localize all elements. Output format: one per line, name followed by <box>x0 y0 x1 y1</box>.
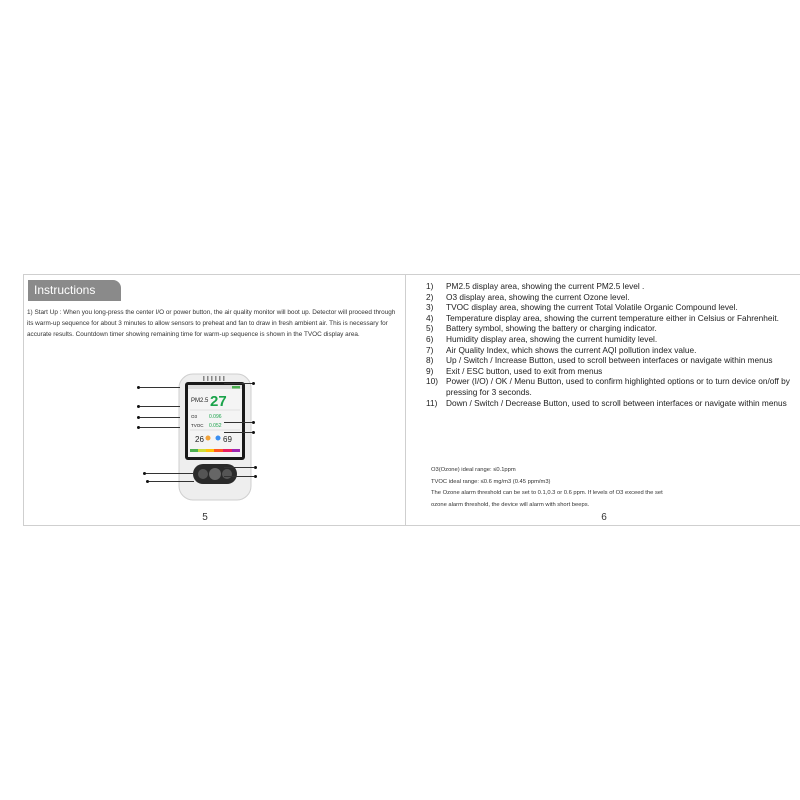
list-item <box>426 313 796 324</box>
alarm-note-line-1: The Ozone alarm threshold can be set to 0.1,0.3 or 0.6 ppm. If levels of O3 exceed the set <box>431 490 663 496</box>
callout-line-7 <box>224 432 252 433</box>
callout-line-6 <box>224 422 252 423</box>
callout-line-9 <box>149 481 194 482</box>
down-button <box>222 469 232 479</box>
tvoc-range-note: TVOC ideal range: ≤0.6 mg/m3 (0.45 ppm/m3) <box>431 478 551 485</box>
tvoc-label: TVOC <box>191 423 204 428</box>
list-item-number: 5) <box>426 323 434 334</box>
power-button <box>209 468 221 480</box>
callout-line-10 <box>224 467 254 468</box>
callout-dot-6 <box>252 421 255 424</box>
list-item-number: 9) <box>426 365 434 376</box>
battery-icon <box>232 386 240 389</box>
list-item-number: 8) <box>426 355 434 366</box>
callout-dot-9 <box>146 480 149 483</box>
list-item-text: PM2.5 display area, showing the current PM2.5 level . <box>446 281 645 291</box>
o3-label: O3 <box>191 414 198 419</box>
o3-range-note: O3(Ozone) ideal range: ≤0.1ppm <box>431 467 516 473</box>
page-number-left: 5 <box>202 512 208 523</box>
list-item <box>426 302 796 313</box>
manual-page-right <box>405 275 800 525</box>
list-item-number: 10) <box>426 376 438 387</box>
callout-dot-2 <box>137 405 140 408</box>
page-number-right: 6 <box>601 512 607 523</box>
callout-dot-3 <box>137 416 140 419</box>
list-item-text: Humidity display area, showing the current humidity level. <box>446 333 658 344</box>
instructions-tab: Instructions <box>28 280 121 301</box>
list-item <box>426 345 796 356</box>
callout-line-5 <box>224 383 252 384</box>
list-item-number: 7) <box>426 344 434 355</box>
list-item <box>426 292 796 303</box>
list-item-text: Power (I/O) / OK / Menu Button, used to confirm highlighted options or to turn device on/off by pressing for 3 seconds. <box>446 376 790 397</box>
list-item <box>426 366 796 377</box>
thermometer-icon <box>206 436 211 441</box>
list-item-text: Battery symbol, showing the battery or charging indicator. <box>446 323 657 334</box>
temperature-value: 26 <box>195 435 204 444</box>
list-item-text: Exit / ESC button, used to exit from menus <box>446 365 603 376</box>
callout-line-11 <box>224 476 254 477</box>
manual-page-left <box>24 275 405 525</box>
humidity-icon <box>216 436 221 441</box>
callout-line-8 <box>146 473 194 474</box>
list-item-number: 1) <box>426 281 434 291</box>
component-list <box>426 281 796 408</box>
callout-dot-7 <box>252 431 255 434</box>
list-item-number: 4) <box>426 312 434 323</box>
list-item-text: Temperature display area, showing the current temperature either in Celsius or Fahrenheit. <box>446 312 779 323</box>
list-item <box>426 334 796 345</box>
callout-dot-8 <box>143 472 146 475</box>
list-item-text: Down / Switch / Decrease Button, used to scroll between interfaces or navigate within menus <box>446 397 787 408</box>
pm-value: 27 <box>210 393 227 410</box>
list-item-number: 11) <box>426 397 438 408</box>
air-quality-monitor-illustration <box>171 372 259 502</box>
list-item <box>426 355 796 366</box>
callout-dot-4 <box>137 426 140 429</box>
o3-value: 0.096 <box>209 414 222 420</box>
alarm-note-line-2: ozone alarm threshold, the device will alarm with short beeps. <box>431 501 590 508</box>
callout-line-4 <box>140 427 180 428</box>
pm-label: PM2.5 <box>191 398 209 404</box>
list-item-number: 2) <box>426 291 434 302</box>
callout-line-3 <box>140 417 180 418</box>
callout-dot-1 <box>137 386 140 389</box>
callout-dot-5 <box>252 382 255 385</box>
list-item-number: 6) <box>426 333 434 344</box>
list-item-text: O3 display area, showing the current Ozone level. <box>446 291 630 302</box>
humidity-value: 69 <box>223 435 232 444</box>
ideal-range-notes <box>431 465 791 511</box>
list-item <box>426 376 796 397</box>
list-item-text: Air Quality Index, which shows the current AQI pollution index value. <box>446 344 697 355</box>
callout-line-1 <box>140 387 180 388</box>
manual-spread <box>23 274 800 526</box>
list-item-number: 3) <box>426 302 434 313</box>
callout-line-2 <box>140 406 180 407</box>
list-item-text: TVOC display area, showing the current Total Volatile Organic Compound level. <box>446 302 738 313</box>
aqi-color-bar <box>190 449 240 452</box>
up-button <box>198 469 208 479</box>
list-item-text: Up / Switch / Increase Button, used to scroll between interfaces or navigate within menus <box>446 355 773 366</box>
startup-instructions: 1) Start Up : When you long-press the center I/O or power button, the air quality monitor will boot up. Detector will proceed through its warm-up sequence for about 3 minutes to allow sensors to preheat and fan to draw in fresh ambient air. This is necessary for accurate results. Countdown timer showing remaining time for warm-up sequence is shown in the TVOC display area. <box>27 309 396 338</box>
callout-dot-11 <box>254 475 257 478</box>
list-item <box>426 281 796 292</box>
list-item <box>426 323 796 334</box>
list-item <box>426 398 796 409</box>
callout-dot-10 <box>254 466 257 469</box>
tvoc-value: 0.052 <box>209 423 222 429</box>
